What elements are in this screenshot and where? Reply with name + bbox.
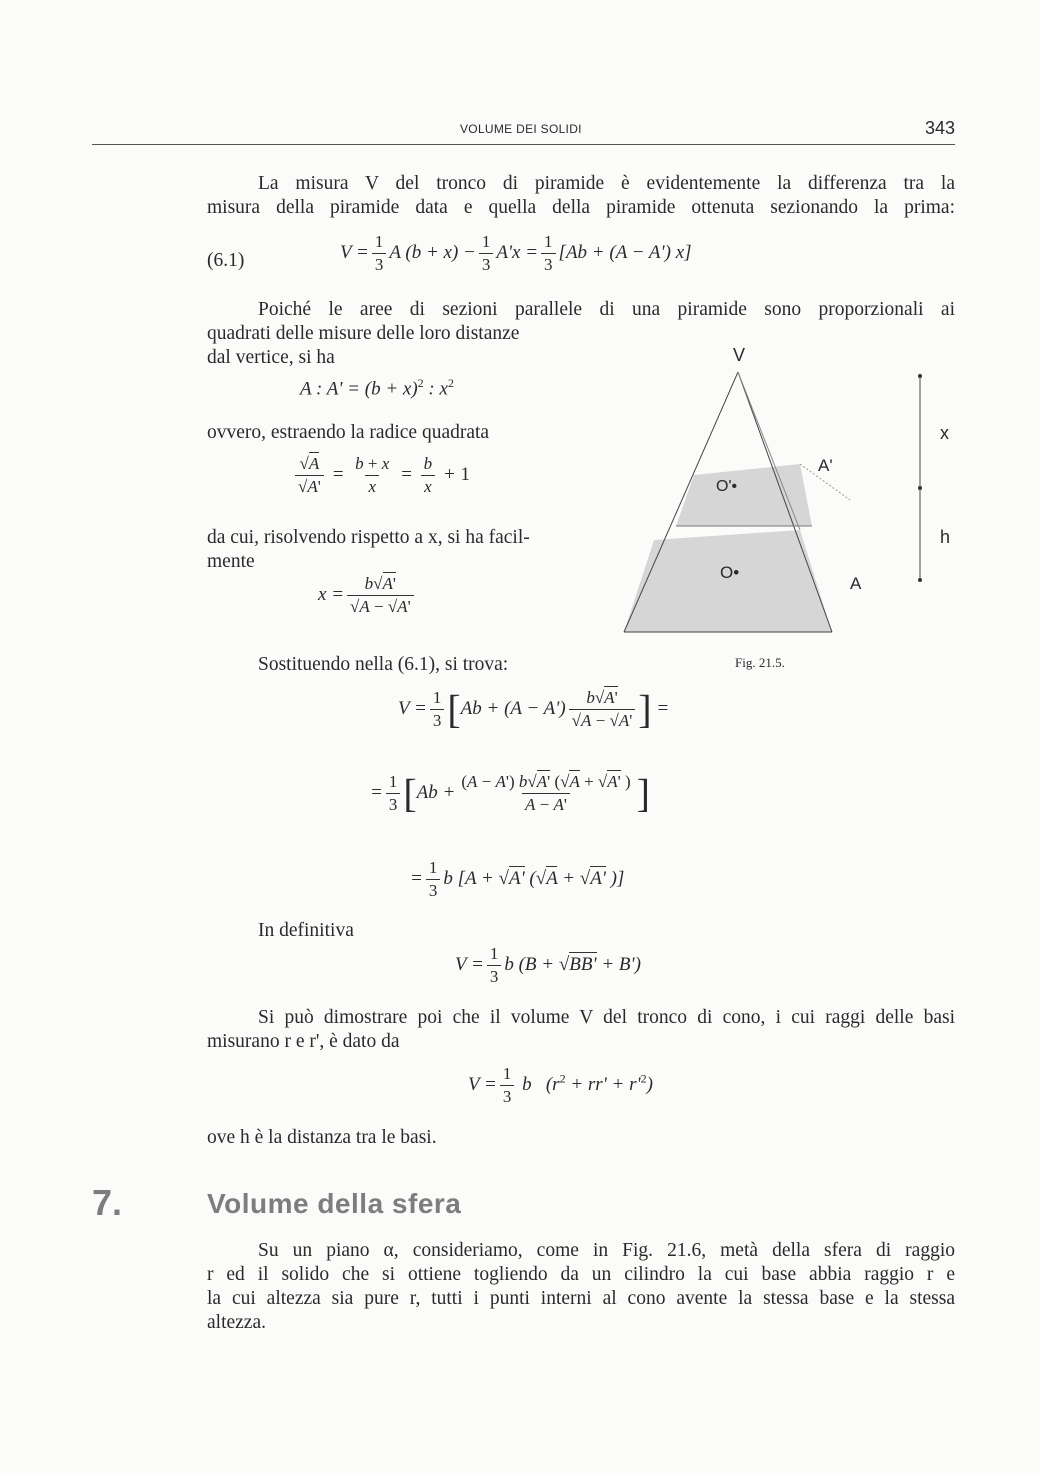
paragraph-2-line-2: quadrati delle misure delle loro distanze <box>207 323 520 344</box>
paragraph-4-line-2: mente <box>207 551 255 572</box>
label-center-base: O• <box>720 563 740 582</box>
equation-derivation-2: = $\frac{1}{3}$ [Ab + $\frac{(A - A') b√A' (√A + √A' )}{A - A'}$ ] <box>370 770 650 816</box>
equation-area-ratio: A : $A' = (b + x)^2$ : $x^2$ <box>300 376 454 400</box>
figure-caption: Fig. 21.5. <box>735 655 785 670</box>
paragraph-7-line-1: Si può dimostrare poi che il volume V del tronco di cono, i cui raggi delle basi <box>258 1007 955 1028</box>
pyramid-figure <box>610 340 970 650</box>
paragraph-2-line-1: Poiché le aree di sezioni parallele di una piramide sono proporzionali ai <box>258 299 955 320</box>
paragraph-7-line-2: misurano r e r', è dato da <box>207 1031 400 1052</box>
section-number: 7. <box>92 1182 123 1223</box>
paragraph-1-line-1: La misura V del tronco di piramide è evidentemente la differenza tra la <box>258 173 955 194</box>
dimension-tick-top <box>918 374 922 378</box>
section-paragraph-line-3: la cui altezza sia pure r, tutti i punti interni al cono avente la stessa base e la stessa <box>207 1288 955 1309</box>
page-number: 343 <box>925 118 956 138</box>
section-paragraph-line-4: altezza. <box>207 1312 266 1333</box>
equation-derivation-3: = $\frac{1}{3}$ b [A + √A' (√A + √A' )] <box>410 858 625 900</box>
label-area-upper: A' <box>818 456 833 475</box>
paragraph-5: Sostituendo nella (6.1), si trova: <box>258 654 509 675</box>
label-distance-x: x <box>940 423 949 443</box>
equation-label: (6.1) <box>207 250 245 271</box>
dimension-tick-bottom <box>918 578 922 582</box>
label-vertex: V <box>733 345 746 365</box>
label-distance-h: h <box>940 527 951 547</box>
paragraph-8: ove h è la distanza tra le basi. <box>207 1127 437 1148</box>
paragraph-4-line-1: da cui, risolvendo rispetto a x, si ha facil- <box>207 527 530 548</box>
label-area-base: A <box>850 574 862 593</box>
dimension-tick-mid <box>918 486 922 490</box>
equation-sqrt-ratio: $\frac{√A}{√A'}$ = $\frac{b + x}{x}$ = $\frac{b}{x}$ + 1 <box>292 454 470 497</box>
equation-frustum-volume: V = $\frac{1}{3}$ b (B + √BB' + B') <box>455 944 641 986</box>
equation-x: x = $\frac{b√A'}{√A - √A'}$ <box>318 574 417 617</box>
paragraph-2-line-3: dal vertice, si ha <box>207 347 335 368</box>
running-title: VOLUME DEI SOLIDI <box>460 122 582 136</box>
section-title: Volume della sfera <box>207 1188 462 1219</box>
header-rule <box>92 144 955 145</box>
upper-section-fill <box>676 464 812 526</box>
label-center-upper: O'• <box>716 478 738 495</box>
section-paragraph-line-2: r ed il solido che si ottiene togliendo da un cilindro la cui base abbia raggio r e <box>207 1264 955 1285</box>
equation-derivation-1: V = $\frac{1}{3}$ [Ab + (A − A') $\frac{b√A'}{√A - √A'}$ ] = <box>398 686 670 732</box>
equation-6-1: V = $\frac{1}{3}$ A (b + x) − $\frac{1}{3}$ A'x = $\frac{1}{3}$ [Ab + (A − A') x] <box>340 232 692 274</box>
paragraph-6: In definitiva <box>258 920 354 941</box>
equation-cone-frustum: V = $\frac{1}{3}$ b $(r^2 + rr' + r'^2)$ <box>468 1064 653 1106</box>
section-paragraph-line-1: Su un piano α, consideriamo, come in Fig. 21.6, metà della sfera di raggio <box>258 1240 955 1261</box>
paragraph-1-line-2: misura della piramide data e quella della piramide ottenuta sezionando la prima: <box>207 197 955 218</box>
paragraph-3: ovvero, estraendo la radice quadrata <box>207 422 490 443</box>
